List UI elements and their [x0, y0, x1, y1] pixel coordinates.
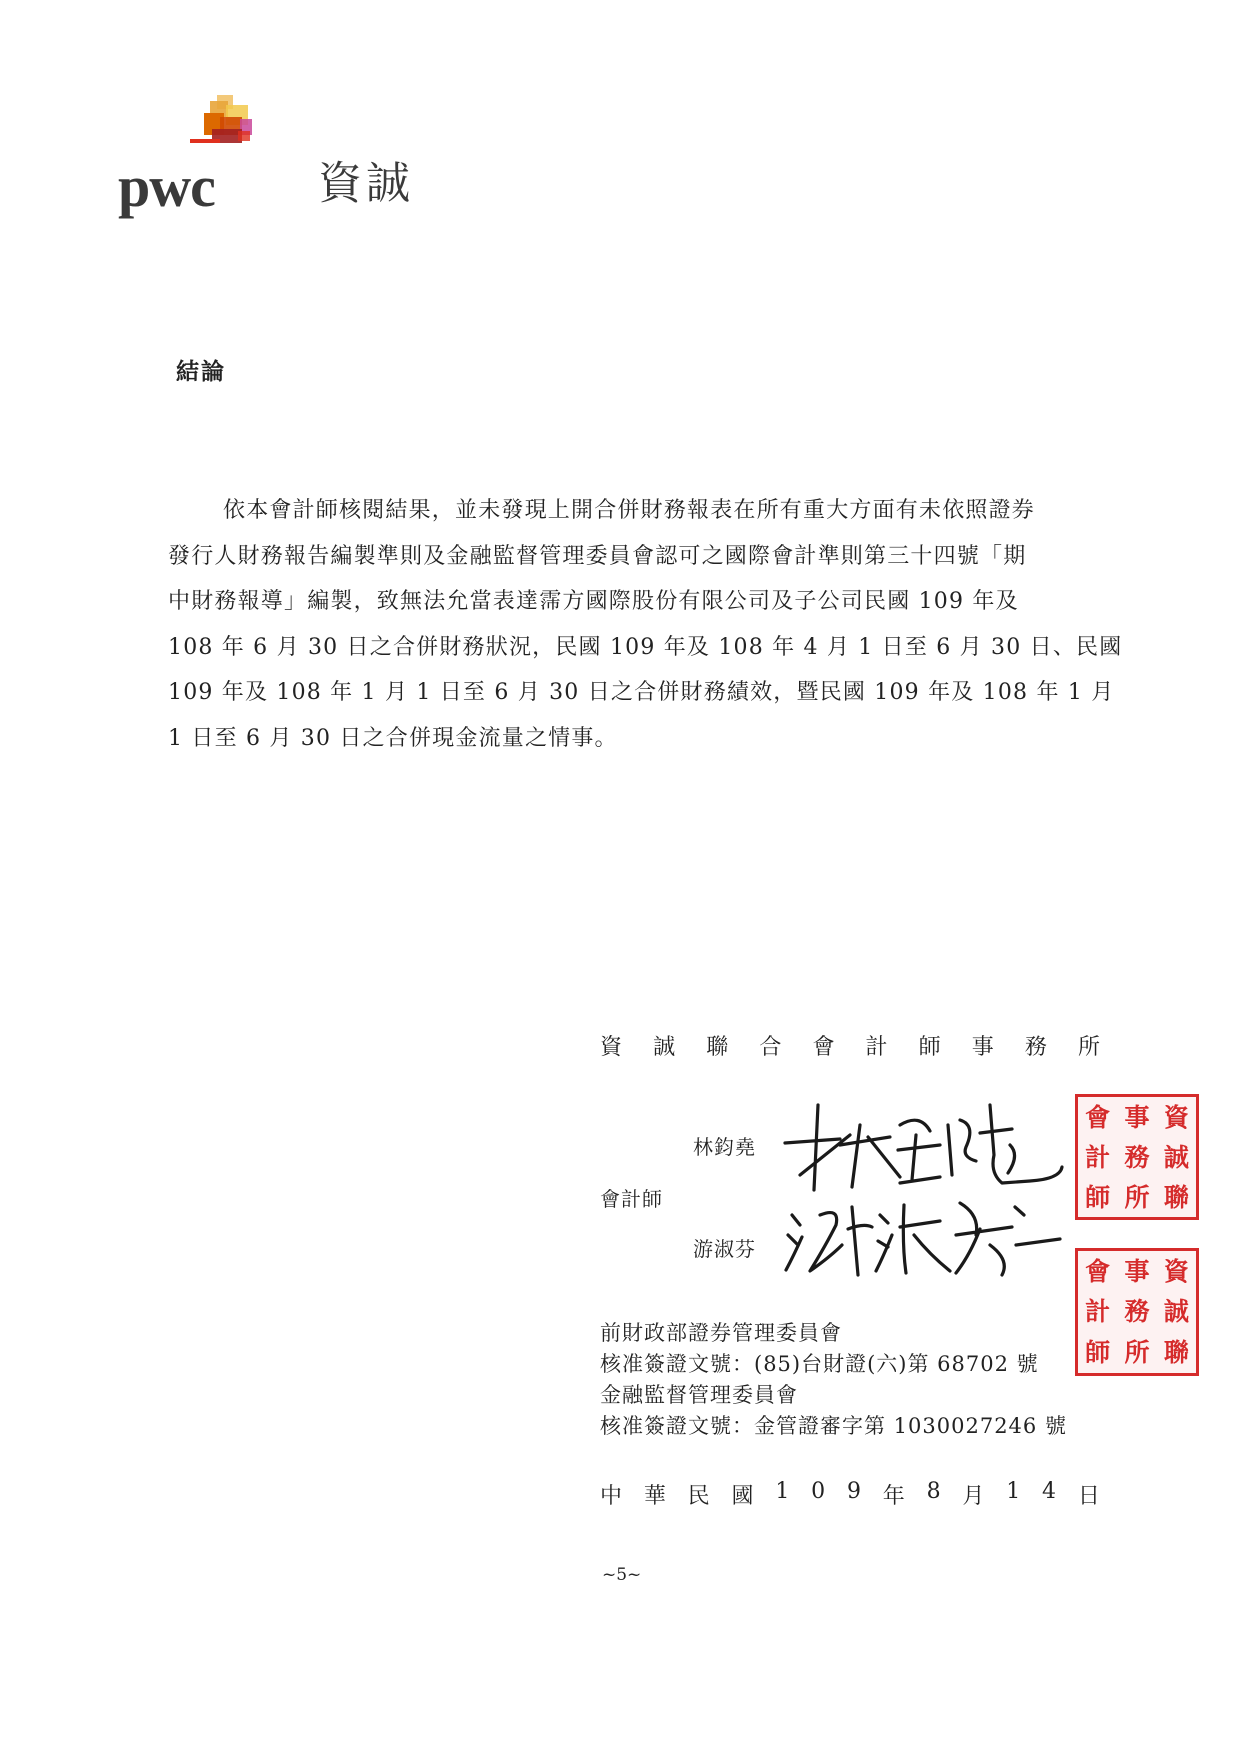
firm-chinese-logo: 資誠: [318, 158, 414, 209]
firm-name-char: 誠: [653, 1035, 676, 1060]
date-char: 民: [687, 1484, 710, 1509]
date-char: 1: [775, 1479, 790, 1504]
seal-char: 所: [1124, 1182, 1150, 1212]
report-date: [600, 1479, 1100, 1510]
seal-char: 誠: [1163, 1297, 1189, 1327]
page-number: ~5~: [602, 1565, 642, 1585]
seal-char: 資: [1163, 1102, 1189, 1132]
date-char: 9: [846, 1479, 861, 1504]
firm-name-char: 資: [600, 1035, 623, 1060]
firm-name-char: 師: [918, 1035, 941, 1060]
seal-char: 會: [1085, 1102, 1111, 1132]
conclusion-paragraph: [168, 488, 1123, 761]
paragraph-line: 1 日至 6 月 30 日之合併現金流量之情事。: [168, 725, 618, 751]
paragraph-line: 發行人財務報告編製準則及金融監督管理委員會認可之國際會計準則第三十四號「期: [168, 543, 1027, 569]
firm-name-char: 合: [759, 1035, 782, 1060]
date-char: 年: [882, 1484, 905, 1509]
date-char: 日: [1077, 1484, 1100, 1509]
seal-char: 事: [1124, 1256, 1150, 1286]
paragraph-line: 中財務報導」編製，致無法允當表達霈方國際股份有限公司及子公司民國 109 年及: [168, 589, 1019, 614]
seal-char: 聯: [1163, 1182, 1189, 1212]
pwc-logo-blocks: [190, 95, 280, 155]
seal-char: 會: [1085, 1256, 1111, 1286]
approval-info: [600, 1318, 1067, 1442]
conclusion-heading: 結論: [176, 359, 226, 385]
approval-line: 金融監督管理委員會: [600, 1383, 798, 1407]
accountant-name-2: 游淑芬: [693, 1237, 756, 1261]
seal-char: 誠: [1163, 1142, 1189, 1172]
accountant-label: 會計師: [600, 1187, 663, 1211]
seal-char: 師: [1085, 1338, 1111, 1368]
seal-char: 所: [1124, 1338, 1150, 1368]
firm-name-char: 所: [1077, 1035, 1100, 1060]
firm-name-char: 務: [1024, 1035, 1047, 1060]
seal-char: 事: [1124, 1102, 1150, 1132]
date-char: 華: [643, 1484, 666, 1509]
accountant-seal-1: [1075, 1094, 1199, 1220]
seal-char: 計: [1085, 1142, 1111, 1172]
firm-name-char: 聯: [706, 1035, 729, 1060]
approval-line: 核准簽證文號：(85)台財證(六)第 68702 號: [600, 1352, 1039, 1376]
paragraph-line: 109 年及 108 年 1 月 1 日至 6 月 30 日之合併財務績效，暨民國 109 年及 108 年 1 月: [168, 680, 1115, 705]
approval-line: 前財政部證券管理委員會: [600, 1321, 842, 1345]
pwc-wordmark: pwc: [118, 154, 215, 219]
date-char: 4: [1042, 1479, 1057, 1504]
firm-name-char: 會: [812, 1035, 835, 1060]
date-char: 8: [926, 1479, 941, 1504]
approval-line: 核准簽證文號：金管證審字第 1030027246 號: [600, 1414, 1067, 1438]
date-char: 國: [731, 1484, 754, 1509]
firm-name-char: 計: [865, 1035, 888, 1060]
seal-char: 聯: [1163, 1338, 1189, 1368]
seal-char: 務: [1124, 1297, 1150, 1327]
firm-name-char: 事: [971, 1035, 994, 1060]
handwritten-signatures: [780, 1095, 1080, 1325]
seal-char: 師: [1085, 1182, 1111, 1212]
accountant-seal-2: [1075, 1248, 1199, 1376]
firm-name: [600, 1030, 1100, 1061]
paragraph-line: 108 年 6 月 30 日之合併財務狀況，民國 109 年及 108 年 4 月 1 日至 6 月 30 日、民國: [168, 634, 1123, 660]
date-char: 1: [1006, 1479, 1021, 1504]
seal-char: 務: [1124, 1142, 1150, 1172]
date-char: 月: [962, 1484, 985, 1509]
seal-char: 計: [1085, 1297, 1111, 1327]
paragraph-line: 依本會計師核閱結果，並未發現上開合併財務報表在所有重大方面有未依照證券: [223, 498, 1036, 523]
date-char: 中: [600, 1484, 623, 1509]
date-char: 0: [811, 1479, 826, 1504]
seal-char: 資: [1163, 1256, 1189, 1286]
accountant-name-1: 林鈞堯: [693, 1135, 756, 1159]
